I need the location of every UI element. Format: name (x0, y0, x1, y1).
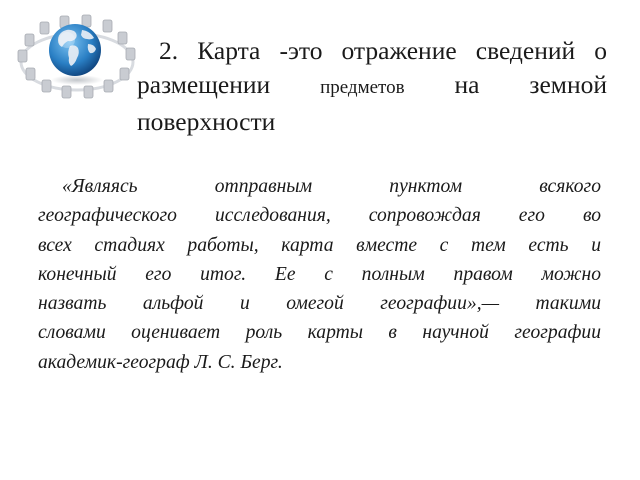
heading-line-2 (137, 68, 607, 105)
quote-line: конечный его итог. Ее с полным правом можно (38, 263, 601, 285)
heading-line-1: 2. Карта -это отражение сведений о (159, 36, 607, 65)
quote-line: назвать альфой и омегой географии»,— такими (38, 293, 601, 315)
quote-line: словами оценивает роль карты в научной географии (38, 322, 601, 344)
quote-line: всех стадиях работы, карта вместе с тем есть и (38, 234, 601, 256)
heading-word-placement: размещении (137, 70, 271, 99)
heading-words-earth: на земной (454, 70, 607, 99)
globe-meeting-logo-icon (12, 10, 142, 102)
heading-line-3: поверхности (137, 107, 276, 136)
heading-word-objects: предметов (320, 77, 405, 98)
slide-heading (137, 34, 607, 139)
quote-line: академик-географ Л. С. Берг. (38, 351, 283, 373)
quote-line: «Являясь отправным пунктом всякого (62, 176, 601, 197)
berg-quote (38, 172, 601, 377)
quote-line: географического исследования, сопровождая его во (38, 205, 601, 227)
